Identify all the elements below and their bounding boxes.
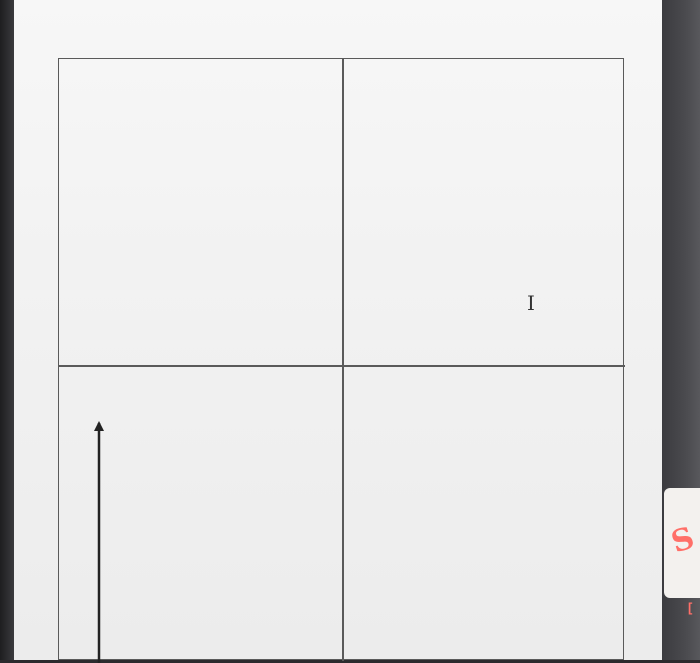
worksheet-page [14, 0, 662, 660]
app-logo-fragment-icon: [ [688, 600, 693, 615]
screen-bezel-left [0, 0, 14, 660]
blank-graph-grid[interactable] [81, 421, 331, 663]
page-title [14, 10, 662, 34]
text-cursor-icon: I [527, 291, 535, 315]
y-axis-arrow-icon [94, 421, 104, 431]
worksheet-quadrant-grid [58, 58, 624, 660]
quadrant-divider-vertical [342, 59, 344, 661]
quadrant-divider-horizontal [59, 365, 625, 367]
app-logo-icon[interactable]: S [667, 520, 699, 561]
